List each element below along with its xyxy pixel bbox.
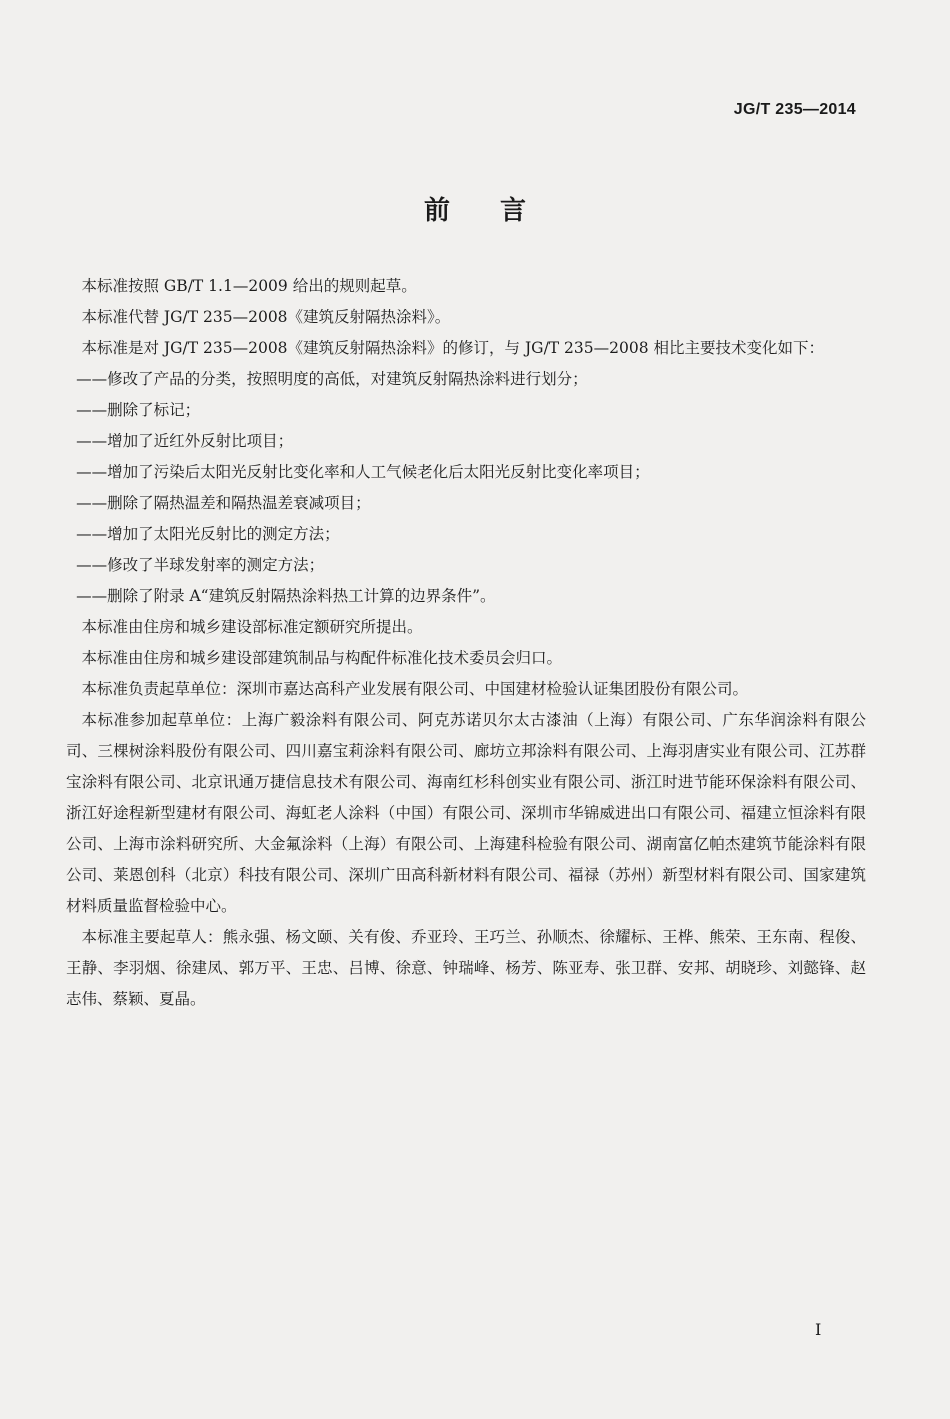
- change-item: ——删除了标记；: [76, 401, 201, 419]
- change-item: ——增加了污染后太阳光反射比变化率和人工气候老化后太阳光反射比变化率项目；: [76, 463, 650, 481]
- change-item: ——增加了近红外反射比项目；: [76, 432, 294, 450]
- change-item: ——增加了太阳光反射比的测定方法；: [76, 525, 340, 543]
- paragraph-managed-by: 本标准由住房和城乡建设部建筑制品与构配件标准化技术委员会归口。: [81, 649, 563, 667]
- foreword-body: [66, 271, 866, 1015]
- change-item: ——删除了隔热温差和隔热温差衰减项目；: [76, 494, 371, 512]
- paragraph-replaces: 本标准代替 JG/T 235—2008《建筑反射隔热涂料》。: [81, 308, 451, 326]
- page-title: 前言: [423, 196, 576, 226]
- change-item: ——修改了产品的分类，按照明度的高低，对建筑反射隔热涂料进行划分；: [76, 370, 588, 388]
- page-number: I: [815, 1320, 822, 1339]
- change-item: ——修改了半球发射率的测定方法；: [76, 556, 325, 574]
- standard-code: JG/T 235—2014: [733, 101, 856, 118]
- paragraph-participating-units: 本标准参加起草单位：上海广毅涂料有限公司、阿克苏诺贝尔太古漆油（上海）有限公司、广东华润涂料有限公司、三棵树涂料股份有限公司、四川嘉宝莉涂料有限公司、廊坊立邦涂料有限公司、上海羽唐实业有限公司、江苏群宝涂料有限公司、北京讯通万捷信息技术有限公司、海南红杉科创实业有限公司、浙江时进节能环保涂料有限公司、浙江好途程新型建材有限公司、海虹老人涂料（中国）有限公司、深圳市华锦威进出口有限公司、福建立恒涂料有限公司、上海市涂料研究所、大金氟涂料（上海）有限公司、上海建科检验有限公司、湖南富亿帕杰建筑节能涂料有限公司、莱恩创科（北京）科技有限公司、深圳广田高科新材料有限公司、福禄（苏州）新型材料有限公司、国家建筑材料质量监督检验中心。: [66, 711, 866, 915]
- paragraph-revision: 本标准是对 JG/T 235—2008《建筑反射隔热涂料》的修订，与 JG/T 235—2008 相比主要技术变化如下：: [81, 339, 825, 357]
- paragraph-drafters: 本标准主要起草人：熊永强、杨文颐、关有俊、乔亚玲、王巧兰、孙顺杰、徐耀标、王桦、熊荣、王东南、程俊、王静、李羽烟、徐建凤、郭万平、王忠、吕博、徐意、钟瑞峰、杨芳、陈亚寿、张卫群、安邦、胡晓珍、刘懿锋、赵志伟、蔡颖、夏晶。: [66, 928, 866, 1008]
- paragraph-drafting-rules: 本标准按照 GB/T 1.1—2009 给出的规则起草。: [81, 277, 417, 295]
- paragraph-lead-units: 本标准负责起草单位：深圳市嘉达高科产业发展有限公司、中国建材检验认证集团股份有限公司。: [81, 680, 749, 698]
- paragraph-proposed-by: 本标准由住房和城乡建设部标准定额研究所提出。: [81, 618, 423, 636]
- change-item: ——删除了附录 A“建筑反射隔热涂料热工计算的边界条件”。: [76, 587, 496, 605]
